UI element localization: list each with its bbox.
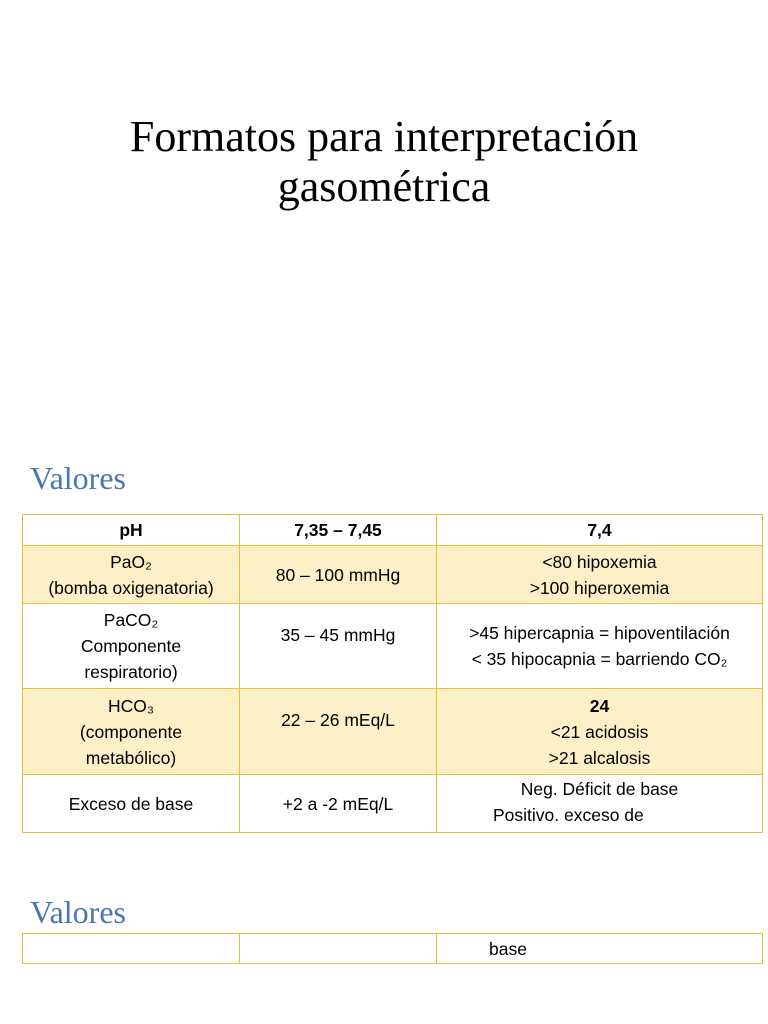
cell-parameter-continued	[23, 934, 240, 964]
paco2-label: PaCO₂	[103, 610, 159, 630]
hco3-interpretation-normal: 24	[589, 695, 610, 716]
cell-interpretation-paco2	[437, 604, 763, 689]
cell-range-hco3: 22 – 26 mEq/L	[240, 689, 437, 775]
cell-parameter-hco3	[23, 689, 240, 775]
cell-parameter-pao2	[23, 546, 240, 604]
cell-range-pao2: 80 – 100 mmHg	[240, 546, 437, 604]
hco3-sublabel-1: (componente	[79, 721, 183, 742]
table-row-ph	[23, 515, 763, 546]
hco3-interpretation-acidosis: <21 acidosis	[550, 721, 649, 742]
section-heading-valores-continued: Valores	[30, 894, 126, 930]
section-heading-valores: Valores	[30, 460, 126, 496]
paco2-interpretation-high: >45 hipercapnia = hipoventilación	[469, 623, 730, 643]
cell-parameter-paco2	[23, 604, 240, 689]
exceso-interpretation-positive: Positivo. exceso de	[493, 805, 644, 825]
page-title-line-2: gasométrica	[277, 162, 491, 211]
cell-parameter-ph: pH	[23, 515, 240, 546]
cell-value-ph: 7,4	[437, 515, 763, 546]
table-row-pao2	[23, 546, 763, 604]
cell-interpretation-hco3	[437, 689, 763, 775]
cell-parameter-exceso: Exceso de base	[23, 775, 240, 833]
paco2-interpretation-low: < 35 hipocapnia = barriendo CO₂	[471, 649, 728, 669]
table-row-continued	[23, 934, 763, 964]
hco3-sublabel-2: metabólico)	[85, 747, 177, 768]
pao2-interpretation-high: >100 hiperoxemia	[529, 577, 670, 598]
pao2-interpretation-low: <80 hipoxemia	[542, 551, 657, 572]
page-title	[0, 112, 768, 212]
cell-interpretation-exceso	[437, 775, 763, 833]
pao2-label: PaO₂	[110, 551, 152, 572]
table-row-paco2	[23, 604, 763, 689]
values-table-continued	[22, 933, 763, 964]
pao2-sublabel: (bomba oxigenatoria)	[48, 577, 214, 598]
hco3-label: HCO₃	[107, 695, 154, 716]
paco2-sublabel-1: Componente	[80, 636, 182, 656]
exceso-interpretation-negative: Neg. Déficit de base	[520, 779, 679, 799]
cell-interpretation-pao2	[437, 546, 763, 604]
cell-range-exceso: +2 a -2 mEq/L	[240, 775, 437, 833]
cell-range-continued	[240, 934, 437, 964]
hco3-interpretation-alcalosis: >21 alcalosis	[548, 747, 651, 768]
paco2-sublabel-2: respiratorio)	[84, 662, 178, 682]
table-row-exceso-de-base	[23, 775, 763, 833]
cell-interpretation-continued: base	[437, 934, 763, 964]
table-row-hco3	[23, 689, 763, 775]
cell-range-ph: 7,35 – 7,45	[240, 515, 437, 546]
page-title-line-1: Formatos para interpretación	[129, 112, 639, 161]
values-table	[22, 514, 763, 833]
cell-range-paco2: 35 – 45 mmHg	[240, 604, 437, 689]
